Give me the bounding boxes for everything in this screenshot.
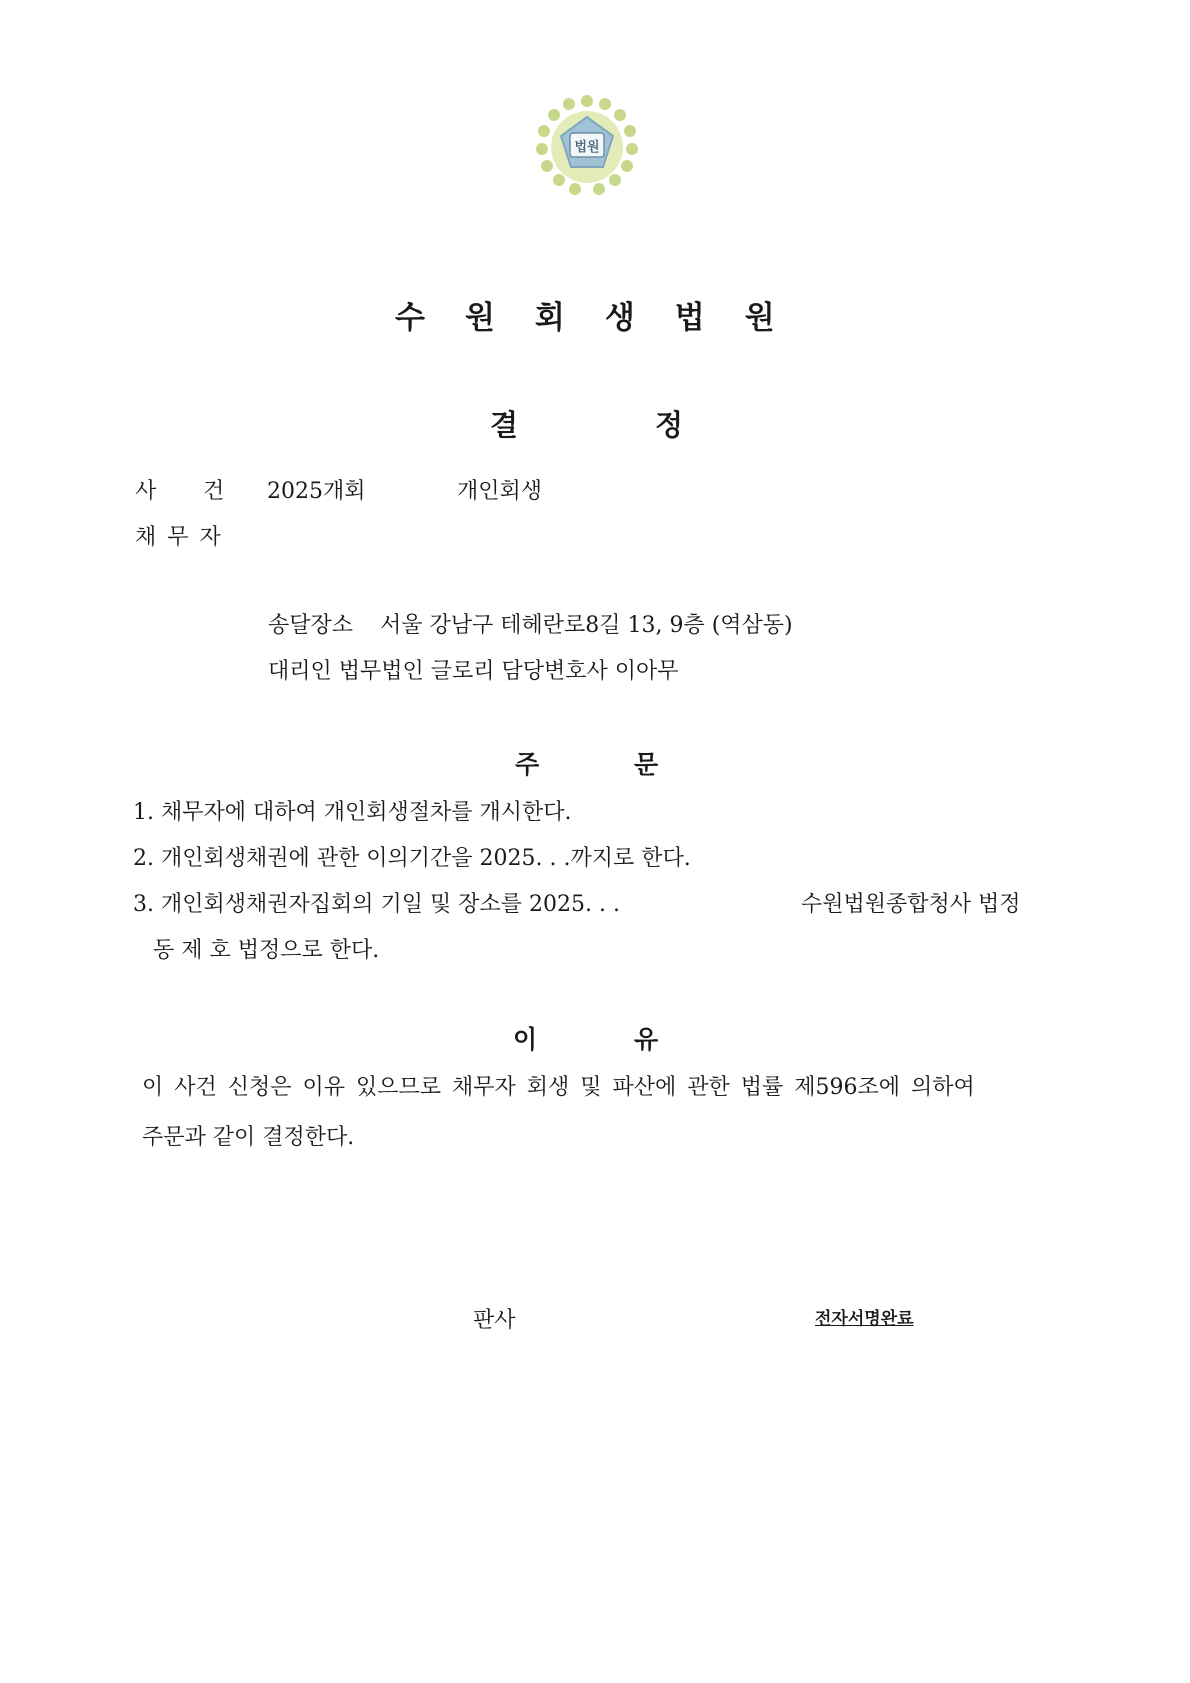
reason-heading-char-1: 이 xyxy=(513,1025,538,1054)
emblem-text: 법원 xyxy=(574,140,600,155)
order-item-3: 3. 개인회생채권자집회의 기일 및 장소를 2025. . . xyxy=(133,892,620,917)
reason-heading-char-2: 유 xyxy=(634,1025,659,1054)
case-number: 2025개회 xyxy=(267,479,366,504)
court-emblem-icon xyxy=(533,93,641,201)
electronic-signature: 전자서명완료 xyxy=(815,1309,914,1329)
legal-agent: 대리인 법무법인 글로리 담당변호사 이아무 xyxy=(268,659,679,684)
case-label-part-1: 사 xyxy=(135,479,157,504)
reason-line-1: 이 사건 신청은 이유 있으므로 채무자 회생 및 파산에 관한 법률 제596조에 의하여 xyxy=(142,1075,975,1100)
order-item-2: 2. 개인회생채권에 관한 이의기간을 2025. . .까지로 한다. xyxy=(133,846,691,871)
title-char-1: 결 xyxy=(490,408,519,442)
title-char-2: 정 xyxy=(655,408,684,442)
order-item-3-place: 수원법원종합청사 법정 xyxy=(801,892,1021,917)
service-address: 서울 강남구 테헤란로8길 13, 9층 (역삼동) xyxy=(380,613,793,638)
case-type: 개인회생 xyxy=(457,479,543,504)
judge-label: 판사 xyxy=(473,1308,516,1333)
case-label-part-2: 건 xyxy=(203,479,225,504)
service-address-label: 송달장소 xyxy=(268,613,354,638)
order-heading-char-1: 주 xyxy=(515,750,540,779)
court-name: 수원회생법원 xyxy=(395,300,815,336)
order-item-3-continuation: 동 제 호 법정으로 한다. xyxy=(153,938,380,963)
order-item-1: 1. 채무자에 대하여 개인회생절차를 개시한다. xyxy=(133,800,572,825)
reason-line-2: 주문과 같이 결정한다. xyxy=(142,1125,355,1150)
order-heading-char-2: 문 xyxy=(634,750,659,779)
debtor-label: 채무자 xyxy=(135,525,232,550)
